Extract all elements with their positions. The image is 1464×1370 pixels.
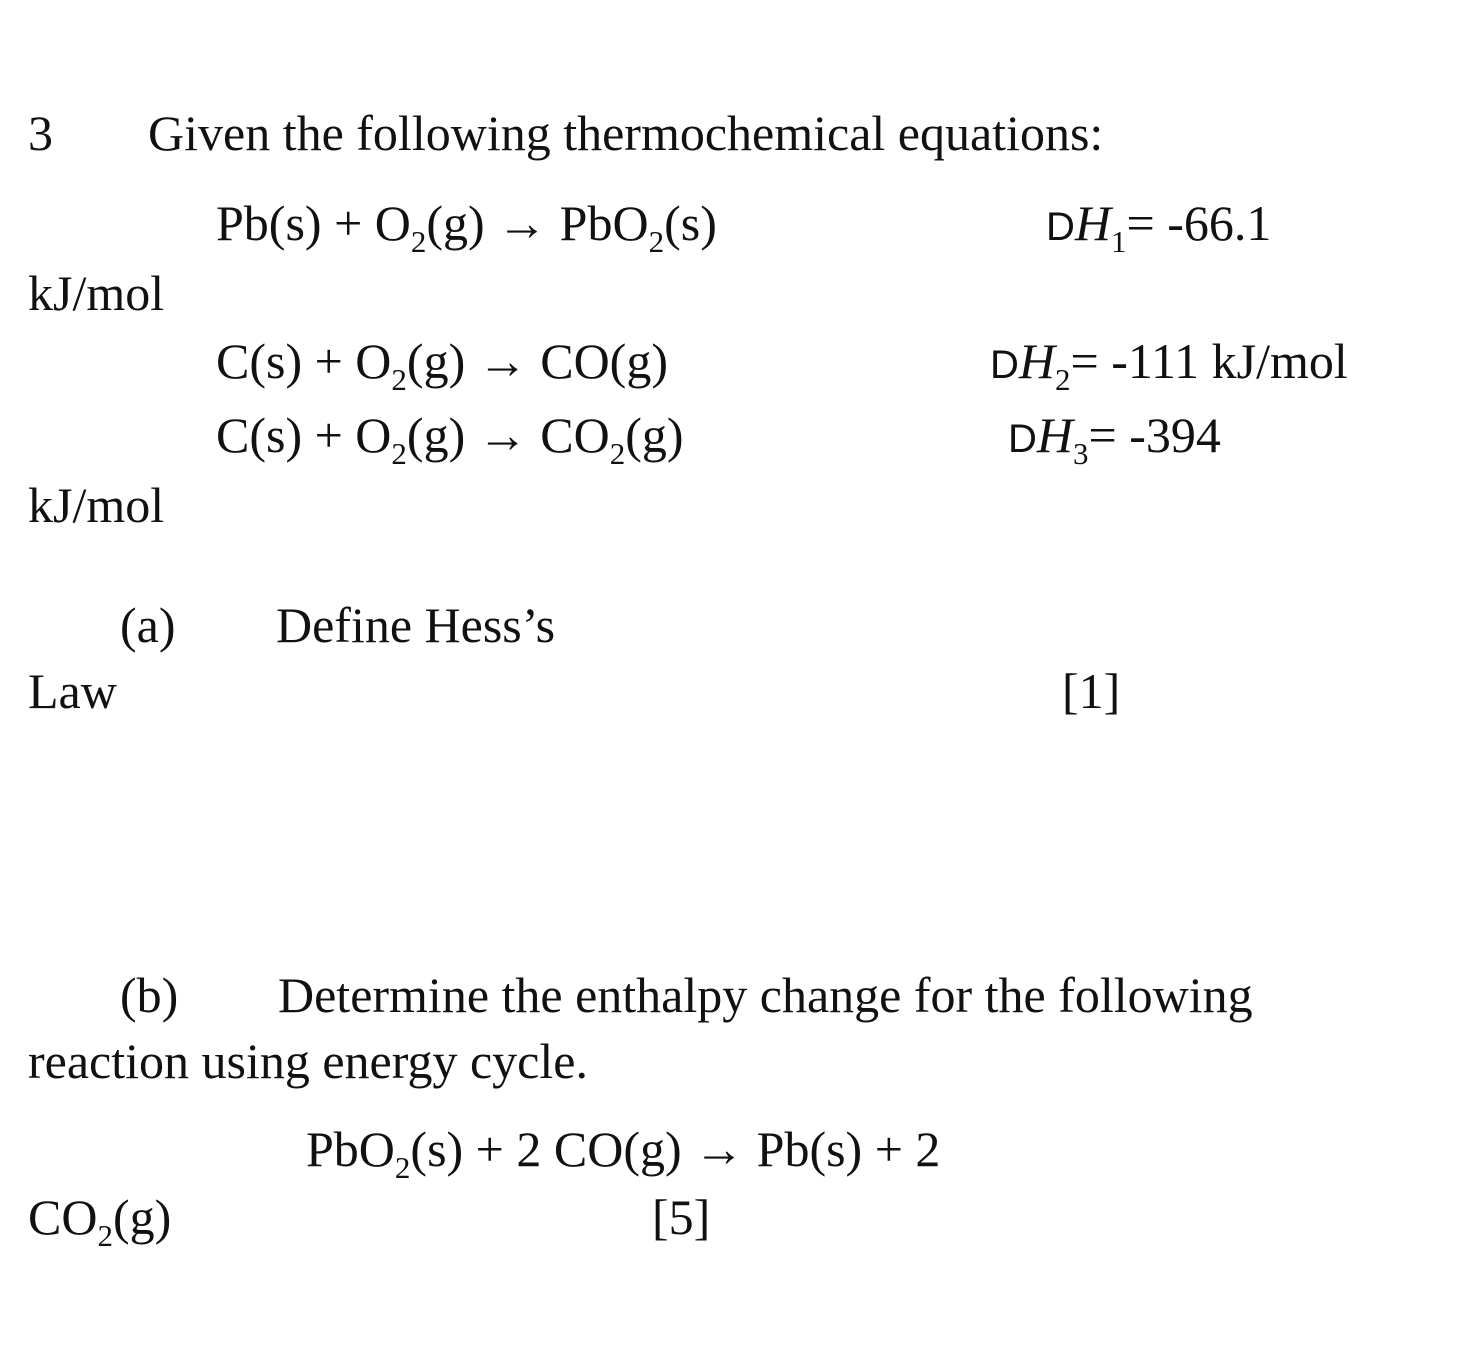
equation-3: $C(s) + O_2(g) \to CO_2(g)$	[216, 407, 684, 471]
part-a-text-wrap: Law	[28, 663, 117, 719]
part-b-reaction-wrap: $CO_2(g)$	[28, 1189, 172, 1253]
part-a-marks: [1]	[1062, 663, 1121, 719]
part-b-reaction: PbO$_2$(s) + 2 CO(g) → Pb(s) + 2	[306, 1121, 941, 1185]
equation-1: $Pb(s) + O_2(g) \to PbO_2(s)$	[216, 195, 717, 259]
part-b-text: Determine the enthalpy change for the following	[278, 967, 1253, 1023]
enthalpy-2: $DH_2= -111$ kJ/mol	[990, 333, 1348, 397]
enthalpy-1-unit: kJ/mol	[28, 265, 165, 321]
equation-2: $C(s) + O_2(g) \to CO(g)$	[216, 333, 668, 397]
enthalpy-3-unit: kJ/mol	[28, 477, 165, 533]
part-a-text: Define Hess’s	[276, 597, 556, 653]
part-a-label: (a)	[120, 597, 176, 653]
question-number: 3	[28, 105, 53, 161]
enthalpy-1: $DH_1= -66.1$	[1046, 195, 1272, 259]
part-b-marks: [5]	[652, 1189, 711, 1245]
part-b-text-wrap: reaction using energy cycle.	[28, 1033, 588, 1089]
question-intro: Given the following thermochemical equations:	[148, 105, 1104, 161]
enthalpy-3: $DH_3= -394$	[1008, 407, 1221, 471]
part-b-label: (b)	[120, 967, 179, 1023]
